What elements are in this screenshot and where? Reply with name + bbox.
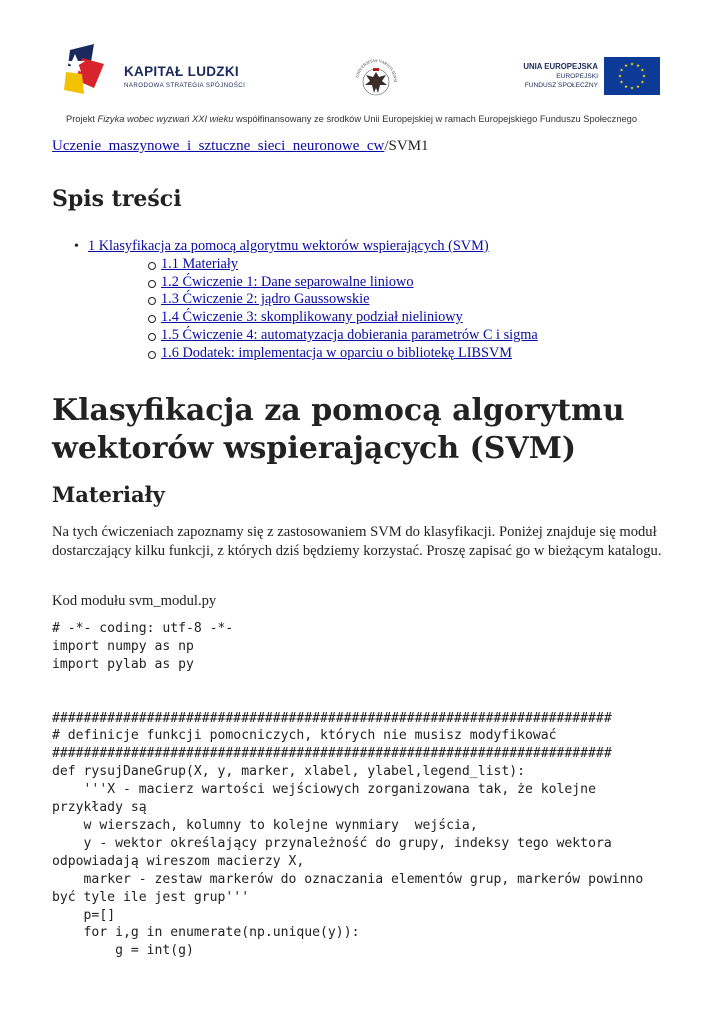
eu-star-icon: ★ (629, 85, 635, 91)
toc-subitem (88, 327, 692, 345)
eu-flag-icon (604, 57, 660, 95)
code-label: Kod modułu svm_modul.py (52, 593, 217, 609)
eu-star-icon: ★ (641, 73, 647, 79)
breadcrumb-current: /SVM1 (384, 138, 429, 154)
eu-star-icon: ★ (619, 79, 624, 85)
toc-title: Spis treści (52, 186, 182, 212)
eu-star-icon: ★ (640, 67, 645, 73)
eu-star-icon: ★ (623, 83, 629, 89)
toc-link-1-1[interactable]: 1.1 Materiały (161, 255, 239, 272)
kapital-ludzki-emblem-icon (64, 44, 108, 96)
section-heading-materialy: Materiały (52, 482, 165, 507)
eu-star-icon: ★ (640, 79, 645, 85)
project-funding-line (66, 114, 637, 124)
university-seal (350, 52, 402, 108)
toc-link-1-3[interactable]: 1.3 Ćwiczenie 2: jądro Gaussowskie (161, 291, 370, 308)
toc-link-1[interactable]: 1 Klasyfikacja za pomocą algorytmu wektorów wspierających (SVM) (88, 238, 489, 254)
eu-star-icon: ★ (623, 63, 629, 69)
breadcrumb-parent-link[interactable]: Uczenie_maszynowe_i_sztuczne_sieci_neuronowe_cw (52, 138, 385, 154)
eu-star-icon: ★ (635, 83, 641, 89)
kapital-ludzki-subtitle: NARODOWA STRATEGIA SPÓJNOŚCI (124, 82, 246, 89)
eu-line-2: EUROPEJSKI (556, 73, 598, 80)
toc-subitem (88, 291, 692, 309)
toc-subitem (88, 345, 692, 363)
toc-link-1-6[interactable]: 1.6 Dodatek: implementacja w oparciu o bibliotekę LIBSVM (161, 344, 512, 361)
eu-line-3: FUNDUSZ SPOŁECZNY (524, 82, 598, 89)
eu-star-icon: ★ (629, 61, 635, 67)
toc-subitem (88, 309, 692, 327)
toc-link-1-5[interactable]: 1.5 Ćwiczenie 4: automatyzacja dobierania parametrów C i sigma (161, 326, 538, 343)
breadcrumb (52, 138, 429, 155)
project-suffix: współfinansowany ze środków Unii Europejskiej w ramach Europejskiego Funduszu Społecznego (233, 114, 638, 124)
toc-item (52, 238, 692, 363)
kapital-ludzki-title: KAPITAŁ LUDZKI (124, 64, 239, 79)
page-heading: Klasyfikacja za pomocą algorytmu wektorów wspierających (SVM) (52, 393, 625, 466)
eu-star-icon: ★ (635, 63, 641, 69)
eu-line-1: UNIA EUROPEJSKA (523, 62, 598, 71)
toc-subitem (88, 256, 692, 274)
kapital-ludzki-logo (64, 46, 244, 96)
project-prefix: Projekt (66, 114, 98, 124)
toc-subitem (88, 274, 692, 292)
code-block: # -*- coding: utf-8 -*- import numpy as np import pylab as py ####################################################################### # definicje funkcji pomocniczych, których nie musisz modyfikować ####################################################################### def rysujDaneGrup(X, y, marker, xlabel, ylabel,legend_list): '''X - macierz wartości wejściowych zorganizowana tak, że kolejne przykłady są w wierszach, kolumny to kolejne wynmiary wejścia, y - wektor określający przynależność do grupy, indeksy tego wektora odpowiadają wireszom macierzy X, marker - zestaw markerów do oznaczania elementów grup, markerów powinno być tyle ile jest grup''' p=[] for i,g in enumerate(np.unique(y)): g = int(g) (52, 621, 644, 959)
toc-link-1-4[interactable]: 1.4 Ćwiczenie 3: skomplikowany podział nieliniowy (161, 309, 463, 326)
toc-link-1-2[interactable]: 1.2 Ćwiczenie 1: Dane separowalne liniowo (161, 273, 414, 290)
intro-paragraph: Na tych ćwiczeniach zapoznamy się z zastosowaniem SVM do klasyfikacji. Poniżej znajduje się moduł dostarczający kilku funkcji, z których dziś będziemy korzystać. Proszę zapisać go w bieżącym katalogu. (52, 524, 662, 559)
seal-arc-text: UNIVERSITAS VARSOVIENSI (354, 57, 399, 83)
eu-star-icon: ★ (619, 67, 624, 73)
university-eagle-icon (350, 52, 402, 108)
eu-text-block (510, 61, 598, 90)
project-name: Fizyka wobec wyzwań XXI wieku (97, 114, 234, 124)
table-of-contents (52, 238, 692, 363)
eu-star-icon: ★ (617, 73, 623, 79)
header-logos (0, 0, 725, 135)
